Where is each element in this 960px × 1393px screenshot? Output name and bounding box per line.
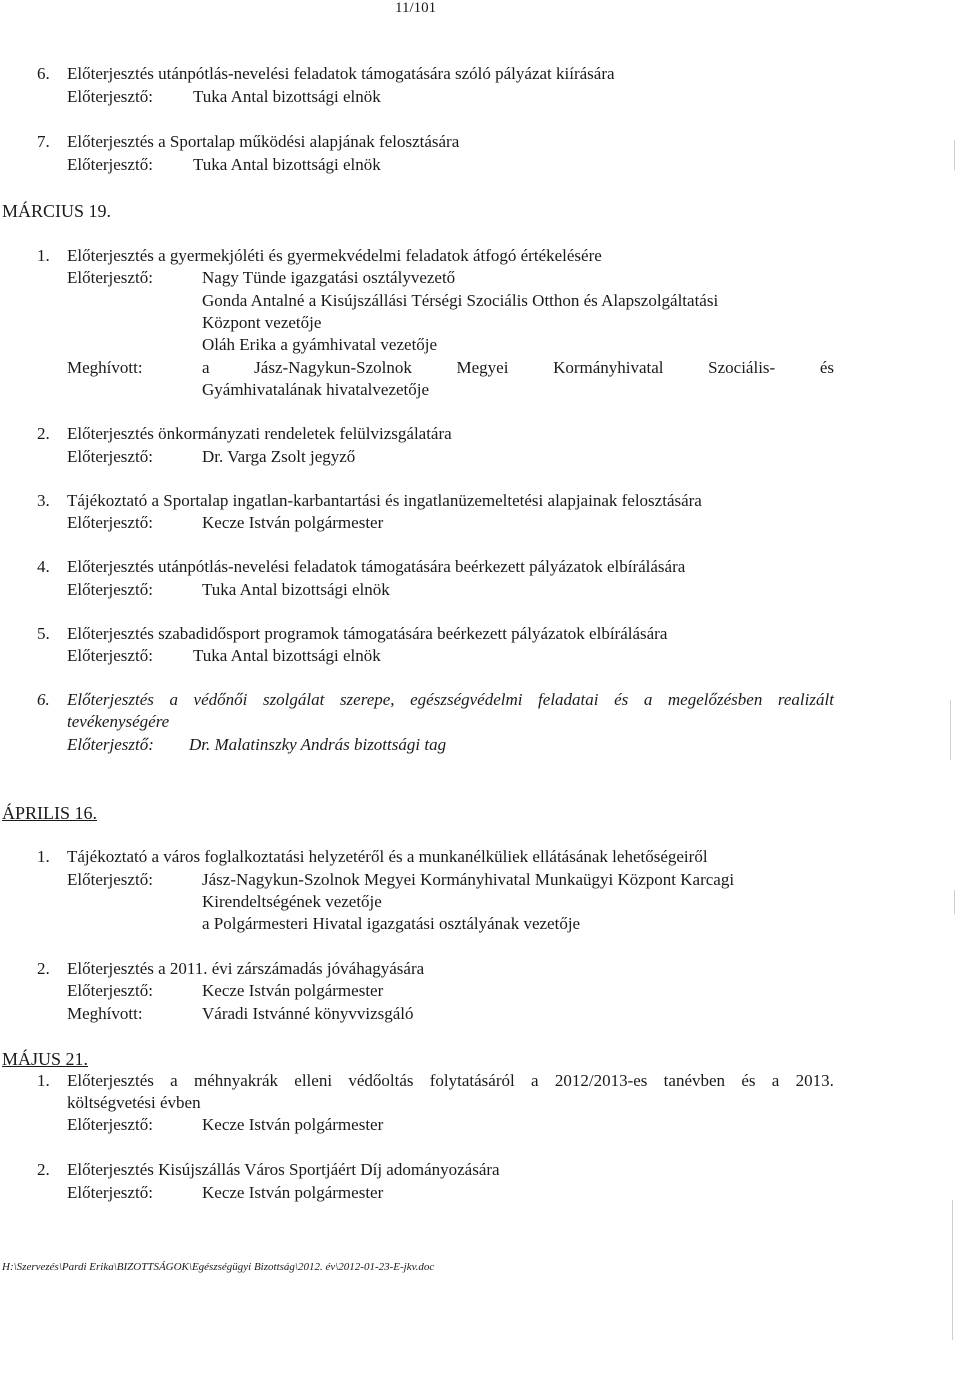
presenter-name: Dr. Varga Zsolt jegyző xyxy=(202,447,356,466)
title-word: méhnyakrák xyxy=(193,1071,278,1090)
invited-word: Kormányhivatal xyxy=(553,358,664,377)
presenter-name: Kecze István polgármester xyxy=(202,1183,384,1202)
presenter-label: Előterjesztő: xyxy=(67,981,153,1000)
presenter-label: Előterjesztő: xyxy=(67,646,153,665)
presenter-label: Előterjesztő: xyxy=(67,870,153,889)
title-word: 2012/2013-es xyxy=(554,1071,648,1090)
presenter-line: Nagy Tünde igazgatási osztályvezető xyxy=(202,268,456,287)
title-word: a xyxy=(643,690,653,709)
title-word: feladatai xyxy=(538,690,599,709)
presenter-label: Előterjesztő: xyxy=(67,447,153,466)
title-word: és xyxy=(741,1071,756,1090)
section-heading-aprilis: ÁPRILIS 16. xyxy=(2,803,98,823)
invited-line xyxy=(202,357,834,379)
section-heading-majus: MÁJUS 21. xyxy=(2,1049,89,1069)
presenter-label: Előterjesztő: xyxy=(67,735,154,754)
presenter-label: Előterjesztő: xyxy=(67,580,153,599)
invited-line: Gyámhivatalának hivatalvezetője xyxy=(202,380,430,399)
title-word: a xyxy=(170,1071,178,1090)
presenter-name: Tuka Antal bizottsági elnök xyxy=(193,87,381,106)
item-number: 1. xyxy=(37,847,50,866)
invited-word: Szociális- xyxy=(708,358,776,377)
item-number: 6. xyxy=(37,64,50,83)
item-title-cont: tevékenységére xyxy=(67,712,170,731)
item-number: 1. xyxy=(37,246,50,265)
presenter-name: Tuka Antal bizottsági elnök xyxy=(193,155,381,174)
item-number: 3. xyxy=(37,491,50,510)
title-word: elleni xyxy=(294,1071,333,1090)
scan-mark xyxy=(952,1200,953,1340)
item-title: Előterjesztés önkormányzati rendeletek felülvizsgálatára xyxy=(67,424,452,443)
scan-mark xyxy=(954,890,955,914)
title-word: és xyxy=(614,690,629,709)
presenter-label: Előterjesztő: xyxy=(67,155,153,174)
invited-name: Váradi Istvánné könyvvizsgáló xyxy=(202,1004,414,1023)
item-title: Előterjesztés a Sportalap működési alapjának felosztására xyxy=(67,132,460,151)
title-word: 2013. xyxy=(795,1071,834,1090)
item-title-cont: költségvetési évben xyxy=(67,1093,201,1112)
item-title: Előterjesztés a 2011. évi zárszámadás jóváhagyására xyxy=(67,959,425,978)
file-path-footer: H:\Szervezés\Pardi Erika\BIZOTTSÁGOK\Egészségügyi Bizottság\2012. év\2012-01-23-E-jkv.doc xyxy=(2,1261,435,1273)
presenter-label: Előterjesztő: xyxy=(67,513,153,532)
invited-word: Jász-Nagykun-Szolnok xyxy=(254,358,412,377)
item-number: 2. xyxy=(37,1160,50,1179)
item-title: Előterjesztés utánpótlás-nevelési feladatok támogatására szóló pályázat kiírására xyxy=(67,64,615,83)
title-word: védőnői xyxy=(193,690,248,709)
title-word: szerepe, xyxy=(339,690,395,709)
presenter-name: Kecze István polgármester xyxy=(202,1115,384,1134)
presenter-line: Gonda Antalné a Kisújszállási Térségi Szociális Otthon és Alapszolgáltatási xyxy=(202,291,719,310)
item-title: Előterjesztés Kisújszállás Város Sportjáért Díj adományozására xyxy=(67,1160,500,1179)
presenter-name: Dr. Malatinszky András bizottsági tag xyxy=(189,735,447,754)
title-word: Előterjesztés xyxy=(67,690,154,709)
invited-label: Meghívott: xyxy=(67,358,143,377)
presenter-label: Előterjesztő: xyxy=(67,1183,153,1202)
presenter-name: Kecze István polgármester xyxy=(202,513,384,532)
item-title xyxy=(67,1070,834,1092)
title-word: Előterjesztés xyxy=(67,1071,154,1090)
invited-word: a xyxy=(202,358,210,377)
item-number: 4. xyxy=(37,557,50,576)
title-word: a xyxy=(771,1071,780,1090)
title-word: realizált xyxy=(777,690,834,709)
invited-word: és xyxy=(819,358,834,377)
item-number: 1. xyxy=(37,1071,50,1090)
title-word: a xyxy=(531,1071,539,1090)
presenter-label: Előterjesztő: xyxy=(67,1115,153,1134)
item-number: 7. xyxy=(37,132,50,151)
invited-word: Megyei xyxy=(456,358,509,377)
item-title: Előterjesztés utánpótlás-nevelési feladatok támogatására beérkezett pályázatok elbírálására xyxy=(67,557,686,576)
title-word: folytatásáról xyxy=(429,1071,515,1090)
item-title: Tájékoztató a város foglalkoztatási helyzetéről és a munkanélküliek ellátásának lehetőségeiről xyxy=(67,847,708,866)
presenter-line: a Polgármesteri Hivatal igazgatási osztályának vezetője xyxy=(202,914,581,933)
item-title: Előterjesztés szabadidősport programok támogatására beérkezett pályázatok elbírálására xyxy=(67,624,668,643)
scan-mark xyxy=(950,700,951,760)
item-number: 6. xyxy=(37,690,50,709)
item-title xyxy=(67,689,834,711)
presenter-line: Oláh Erika a gyámhivatal vezetője xyxy=(202,335,438,354)
title-word: megelőzésben xyxy=(667,690,763,709)
section-heading-marcius: MÁRCIUS 19. xyxy=(2,201,112,221)
title-word: a xyxy=(169,690,178,709)
scan-mark xyxy=(954,140,955,170)
item-number: 2. xyxy=(37,424,50,443)
title-word: egészségvédelmi xyxy=(410,690,523,709)
page-number: 11/101 xyxy=(395,0,437,16)
presenter-name: Tuka Antal bizottsági elnök xyxy=(193,646,381,665)
presenter-line: Jász-Nagykun-Szolnok Megyei Kormányhivatal Munkaügyi Központ Karcagi xyxy=(202,870,735,889)
title-word: tanévben xyxy=(663,1071,726,1090)
item-number: 5. xyxy=(37,624,50,643)
title-word: védőoltás xyxy=(348,1071,414,1090)
invited-label: Meghívott: xyxy=(67,1004,143,1023)
presenter-line: Központ vezetője xyxy=(202,313,322,332)
item-number: 2. xyxy=(37,959,50,978)
item-title: Előterjesztés a gyermekjóléti és gyermekvédelmi feladatok átfogó értékelésére xyxy=(67,246,602,265)
presenter-name: Tuka Antal bizottsági elnök xyxy=(202,580,390,599)
title-word: szolgálat xyxy=(262,690,325,709)
presenter-line: Kirendeltségének vezetője xyxy=(202,892,382,911)
presenter-name: Kecze István polgármester xyxy=(202,981,384,1000)
presenter-label: Előterjesztő: xyxy=(67,87,153,106)
item-title: Tájékoztató a Sportalap ingatlan-karbantartási és ingatlanüzemeltetési alapjainak felosztására xyxy=(67,491,702,510)
presenter-label: Előterjesztő: xyxy=(67,268,153,287)
